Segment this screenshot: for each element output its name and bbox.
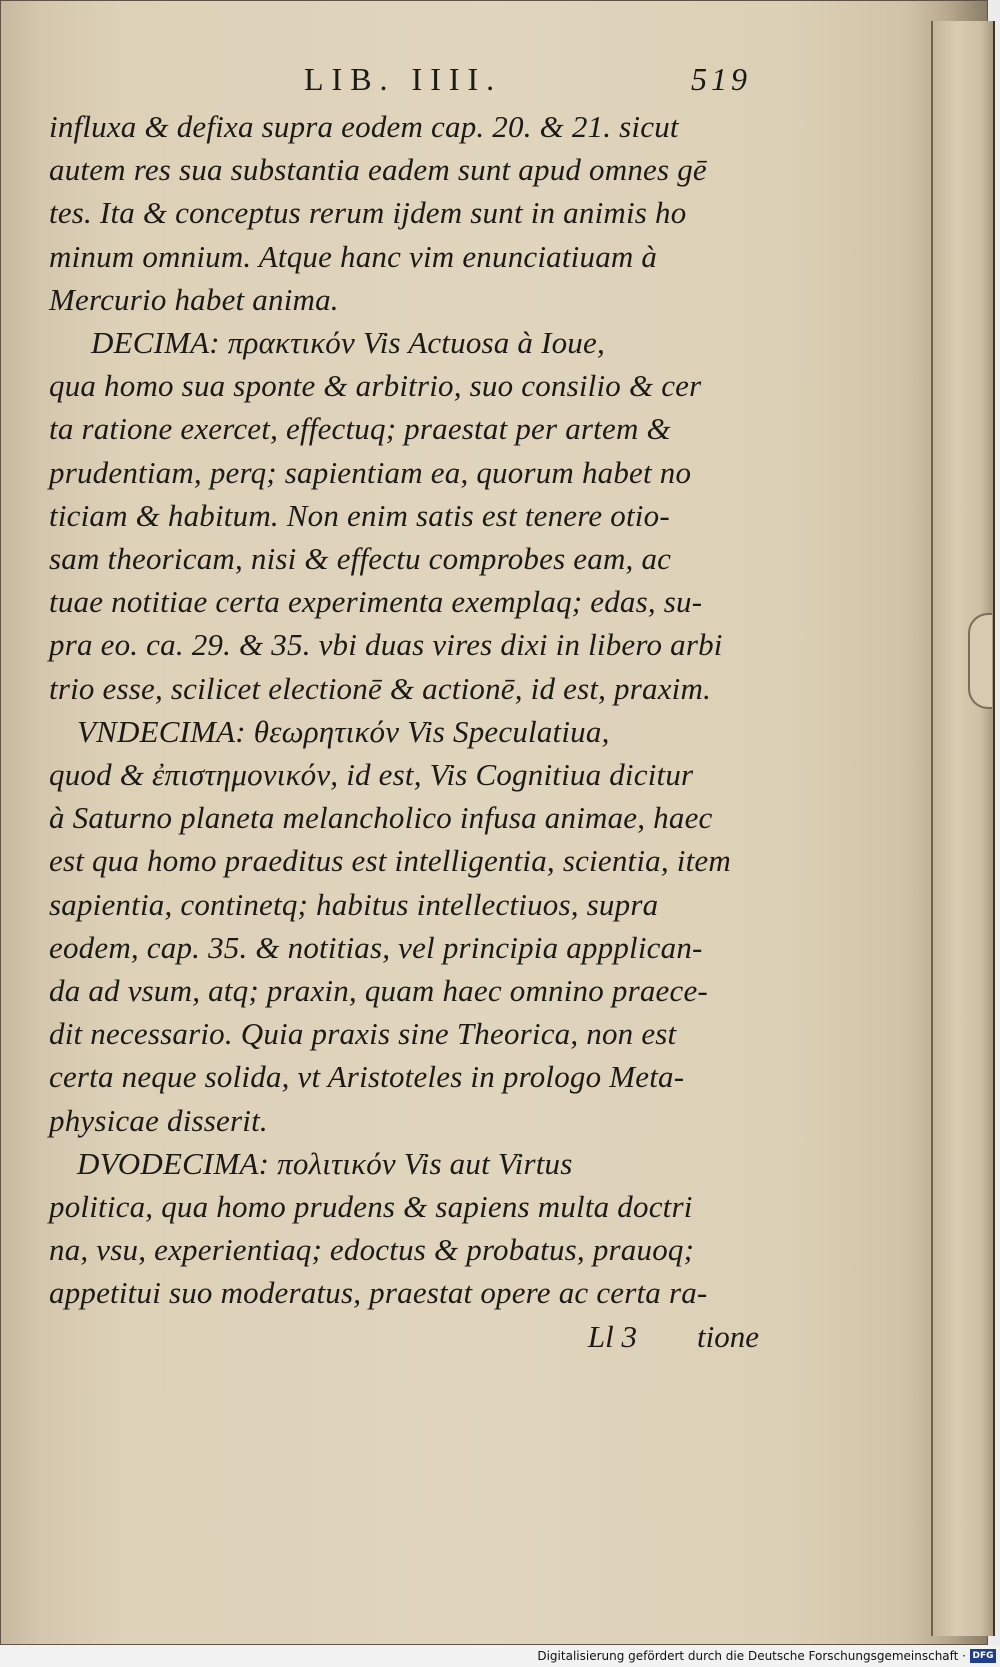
text-line: ticiam & habitum. Non enim satis est tenere otio- [49,497,670,533]
text-line: trio esse, scilicet electionē & actionē, id est, praxim. [49,670,712,706]
text-line: ta ratione exercet, effectuq; praestat per artem & [49,411,671,447]
text-line: prudentiam, perq; sapientiam ea, quorum habet no [49,454,692,490]
page-header [49,61,761,105]
text-line: tes. Ita & conceptus rerum ijdem sunt in animis ho [49,195,687,231]
text-line: est qua homo praeditus est intelligentia, scientia, item [49,843,731,879]
footer-credit: Digitalisierung gefördert durch die Deutsche Forschungsgemeinschaft · [537,1649,966,1663]
text-line: qua homo sua sponte & arbitrio, suo consilio & cer [49,368,702,404]
page-number: 519 [691,61,751,97]
text-line: influxa & defixa supra eodem cap. 20. & 21. sicut [49,109,679,144]
text-line: quod & ἐπιστημονικόν, id est, Vis Cognitiua dicitur [49,757,694,793]
text-line: politica, qua homo prudens & sapiens multa doctri [49,1189,693,1225]
text-line: dit necessario. Quia praxis sine Theorica, non est [49,1016,677,1052]
text-line: sapientia, continetq; habitus intellectiuos, supra [49,886,659,922]
text-line: sam theoricam, nisi & effectu comprobes eam, ac [49,541,672,577]
signature-mark: Ll 3 [587,1318,637,1354]
catchline [49,1315,761,1358]
adjacent-page-edge [931,21,995,1636]
text-line: Mercurio habet anima. [49,281,339,317]
section-heading-undecima: VNDECIMA: θεωρητικόν Vis Speculatiua, [77,713,610,749]
text-line: eodem, cap. 35. & notitias, vel principia appplican- [49,929,703,965]
running-head: LIB. IIII. [304,61,503,97]
text-line: minum omnium. Atque hanc vim enunciatiuam à [49,238,658,274]
dfg-logo: DFG [970,1649,996,1663]
text-line: na, vsu, experientiaq; edoctus & probatus, prauoq; [49,1232,695,1268]
section-heading-decima: DECIMA: πρακτικόν Vis Actuosa à Ioue, [91,325,605,361]
text-line: pra eo. ca. 29. & 35. vbi duas vires dixi in libero arbi [49,627,723,663]
catchword: tione [697,1318,759,1354]
page-tab-marker [968,613,992,709]
text-line: appetitui suo moderatus, praestat opere ac certa ra- [49,1275,708,1311]
text-line: à Saturno planeta melancholico infusa animae, haec [49,800,713,836]
page-text [49,61,761,1358]
text-line: certa neque solida, vt Aristoteles in prologo Meta- [49,1059,685,1095]
text-line: autem res sua substantia eadem sunt apud omnes gē [49,152,707,188]
text-line: tuae notitiae certa experimenta exemplaq; edas, su- [49,584,703,620]
text-line: da ad vsum, atq; praxin, quam haec omnino praece- [49,973,708,1009]
digitization-footer [0,1645,1000,1667]
section-heading-duodecima: DVODECIMA: πολιτικόν Vis aut Virtus [77,1145,573,1181]
text-line: physicae disserit. [49,1102,268,1138]
